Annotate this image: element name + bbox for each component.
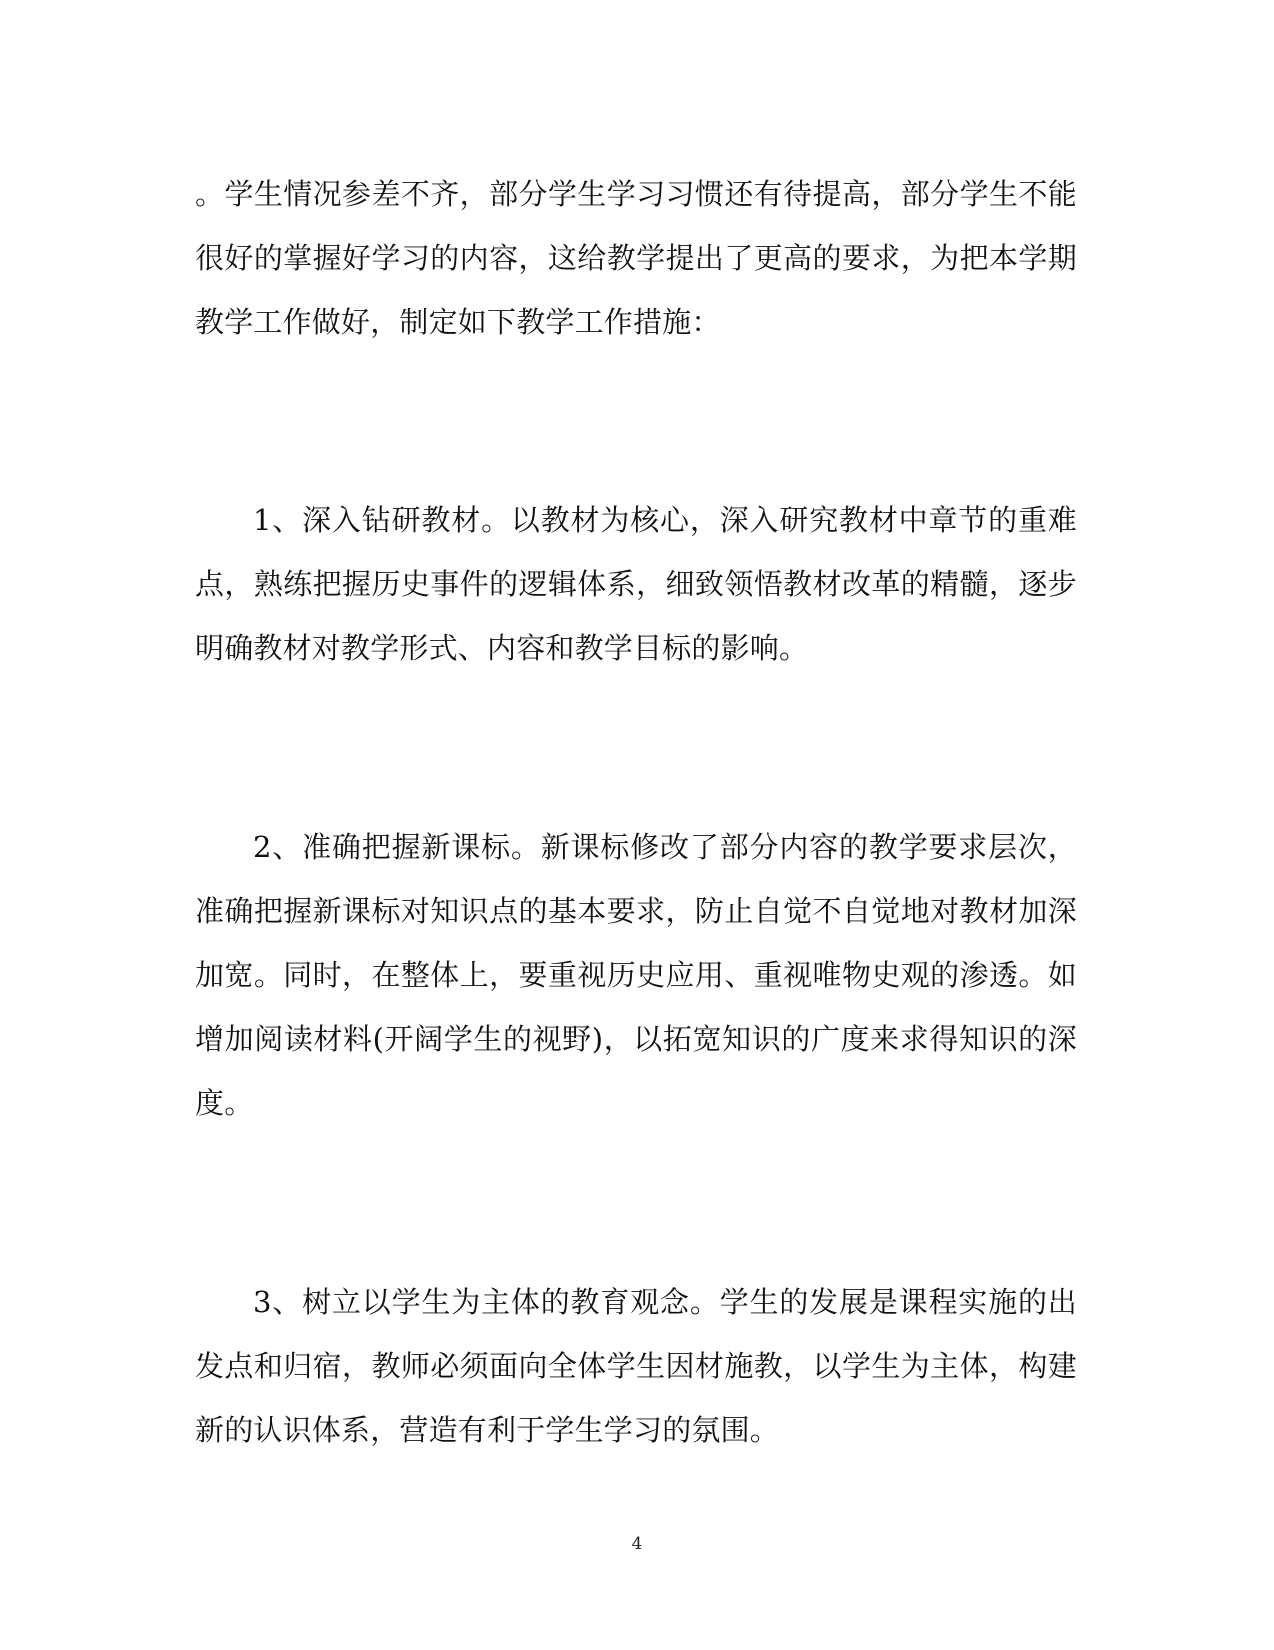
paragraph-item-3: 3、树立以学生为主体的教育观念。学生的发展是课程实施的出发点和归宿，教师必须面向全体学生因材施教，以学生为主体，构建新的认识体系，营造有利于学生学习的氛围。 xyxy=(195,1285,1077,1447)
paragraph-intro: 。学生情况参差不齐，部分学生学习习惯还有待提高，部分学生不能很好的掌握好学习的内容，这给教学提出了更高的要求，为把本学期教学工作做好，制定如下教学工作措施： xyxy=(195,177,1077,339)
paragraph-item-2: 2、准确把握新课标。新课标修改了部分内容的教学要求层次，准确把握新课标对知识点的基本要求，防止自觉不自觉地对教材加深加宽。同时，在整体上，要重视历史应用、重视唯物史观的渗透。如增加阅读材料(开阔学生的视野)，以拓宽知识的广度来求得知识的深度。 xyxy=(195,830,1077,1120)
paragraph-item-1: 1、深入钻研教材。以教材为核心，深入研究教材中章节的重难点，熟练把握历史事件的逻辑体系，细致领悟教材改革的精髓，逐步明确教材对教学形式、内容和教学目标的影响。 xyxy=(195,503,1077,665)
page-number: 4 xyxy=(631,1534,643,1554)
